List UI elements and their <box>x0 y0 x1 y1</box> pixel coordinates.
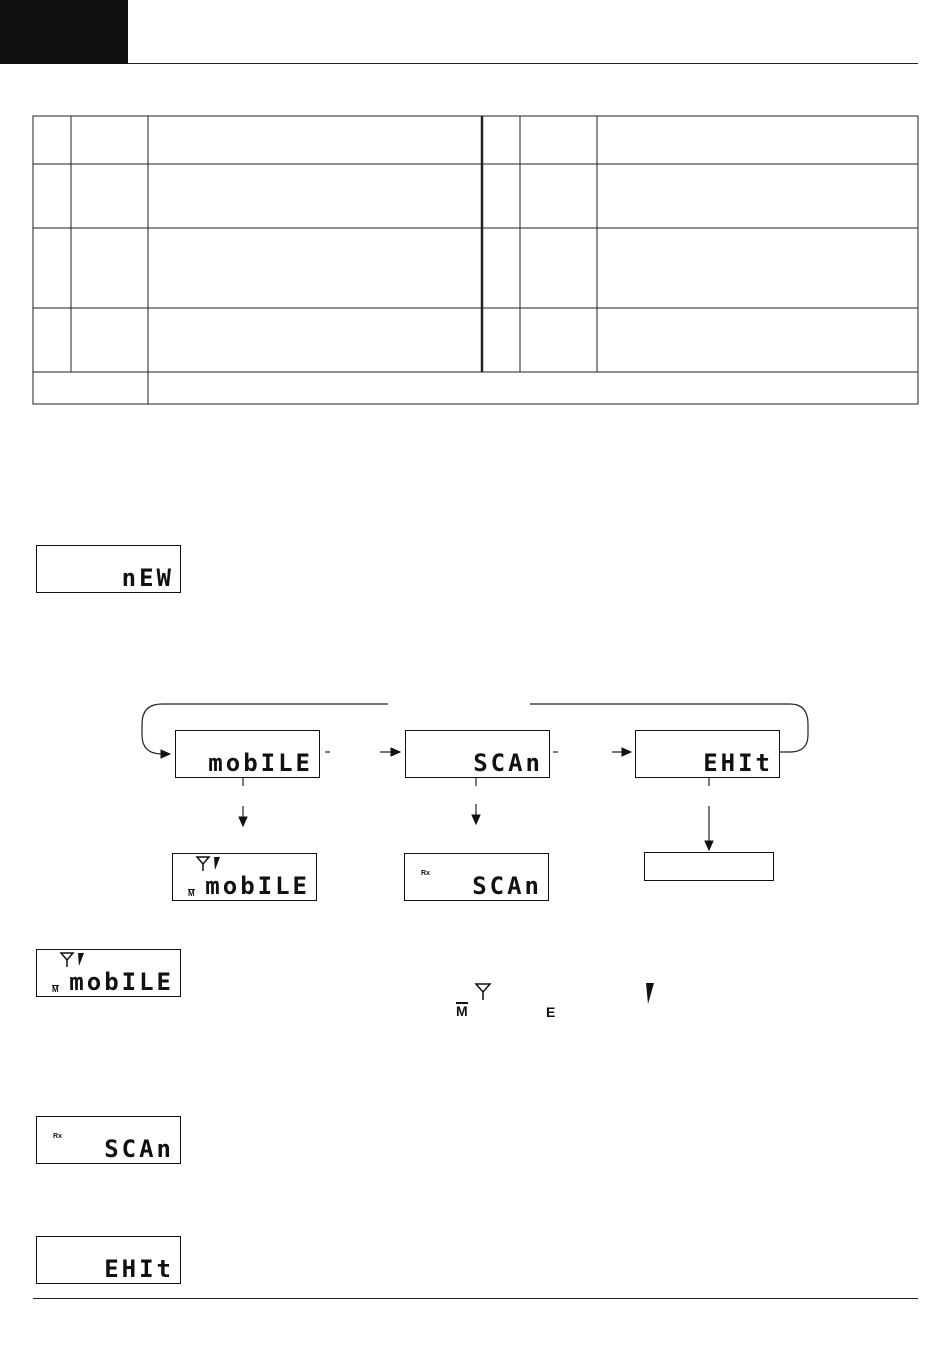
lcd-result-mobile <box>172 853 317 901</box>
lcd-text-exit: EHIt <box>703 749 773 777</box>
memory-indicator: M <box>188 889 195 898</box>
table-border <box>33 116 918 404</box>
lcd-menu-scan <box>405 730 550 778</box>
lcd-legend-mobile <box>36 949 181 997</box>
spec-table <box>0 0 950 420</box>
lcd-text-scan: SCAn <box>473 749 543 777</box>
signal-bar-icon <box>642 982 656 1006</box>
rx-indicator: Rx <box>53 1133 62 1140</box>
lcd-menu-mobile <box>175 730 320 778</box>
rx-indicator: Rx <box>421 870 430 877</box>
e-glyph: E <box>546 1004 556 1020</box>
lcd-text-scan-legend: SCAn <box>104 1135 174 1163</box>
lcd-text-exit-legend: EHIt <box>104 1255 174 1283</box>
lcd-legend-exit <box>36 1236 181 1284</box>
lcd-text-scan-result: SCAn <box>472 872 542 900</box>
lcd-display-new <box>36 545 181 593</box>
inline-icon-legend <box>440 982 680 1022</box>
antenna-icon <box>474 982 492 1002</box>
lcd-menu-exit <box>635 730 780 778</box>
memory-glyph: M <box>456 1003 468 1019</box>
lcd-text-new: nEW <box>121 564 174 592</box>
footer-rule <box>33 1298 918 1299</box>
exit-result-box <box>644 852 774 881</box>
lcd-result-scan <box>404 853 549 901</box>
lcd-text-mobile: mobILE <box>208 749 313 777</box>
lcd-text-mobile-legend: mobILE <box>69 968 174 996</box>
lcd-legend-scan <box>36 1116 181 1164</box>
lcd-text-mobile-result: mobILE <box>205 872 310 900</box>
memory-indicator: M <box>52 985 59 994</box>
